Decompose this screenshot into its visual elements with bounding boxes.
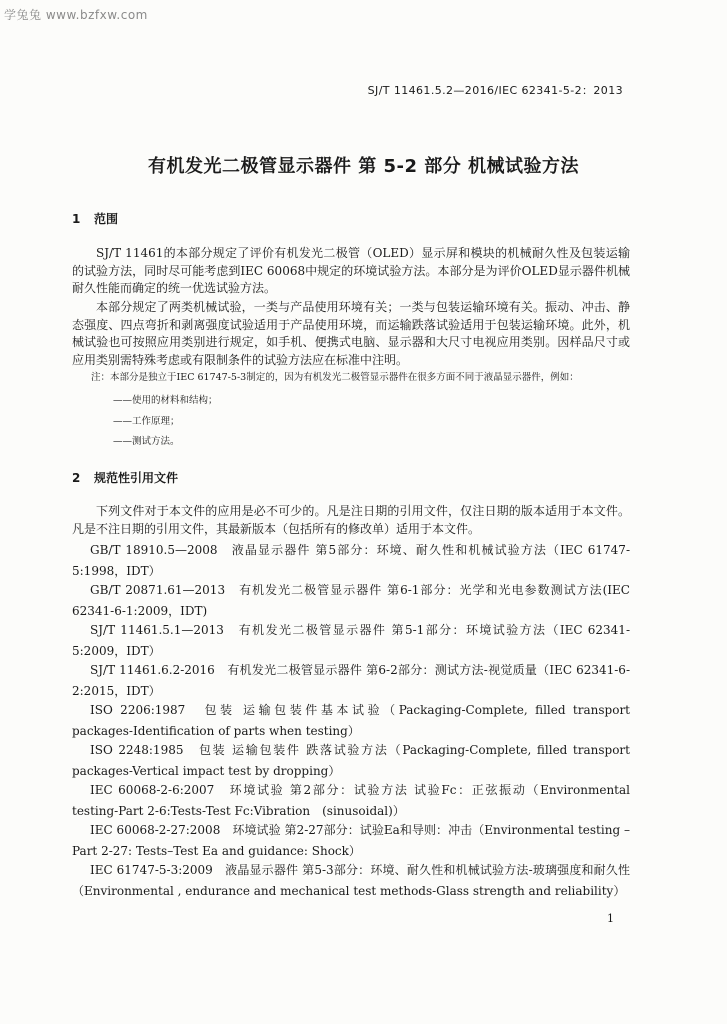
paragraph: 本部分规定了两类机械试验，一类与产品使用环境有关；一类与包装运输环境有关。振动、冲击、静态强度、四点弯折和剥离强度试验适用于产品使用环境，而运输跌落试验适用于包装运输环境。此外，机械试验也可按照应用类别进行规定，如手机、便携式电脑、显示器和大尺寸电视应用类别。因样品尺寸或应用类别需特殊考虑或有限制条件的试验方法应在标准中注明。 — [72, 300, 630, 367]
section-title: 规范性引用文件 — [94, 471, 179, 485]
page-number: 1 — [607, 912, 614, 925]
watermark: 学兔兔 www.bzfxw.com — [4, 8, 148, 22]
section-title: 范围 — [94, 212, 119, 226]
note-item: ——测试方法。 — [113, 436, 180, 447]
reference-item: ISO 2206:1987 包装 运输包装件基本试验（Packaging-Complete, filled transport packages-Identification of parts when testing） — [72, 703, 630, 738]
reference-item: ISO 2248:1985 包装 运输包装件 跌落试验方法（Packaging-Complete, filled transport packages-Vertical impact test by dropping） — [72, 743, 630, 778]
reference-item: GB/T 18910.5—2008 液晶显示器件 第5部分：环境、耐久性和机械试验方法（IEC 61747-5:1998，IDT） — [72, 543, 630, 578]
document-number: SJ/T 11461.5.2—2016/IEC 62341-5-2：2013 — [367, 84, 623, 97]
note-item: ——工作原理； — [113, 416, 180, 427]
note: 注：本部分是独立于IEC 61747-5-3制定的，因为有机发光二极管显示器件在很多方面不同于液晶显示器件，例如： — [91, 372, 579, 383]
section-number: 2 — [72, 471, 81, 485]
section-number: 1 — [72, 212, 81, 226]
note-item: ——使用的材料和结构； — [113, 395, 218, 406]
reference-item: GB/T 20871.61—2013 有机发光二极管显示器件 第6-1部分：光学和光电参数测试方法(IEC 62341-6-1:2009，IDT) — [72, 583, 630, 618]
paragraph: SJ/T 11461的本部分规定了评价有机发光二极管（OLED）显示屏和模块的机械耐久性及包装运输的试验方法，同时尽可能考虑到IEC 60068中规定的环境试验方法。本部分是为评价OLED显示器件机械耐久性能而确定的统一优选试验方法。 — [72, 246, 630, 295]
paragraph: 下列文件对于本文件的应用是必不可少的。凡是注日期的引用文件，仅注日期的版本适用于本文件。凡是不注日期的引用文件，其最新版本（包括所有的修改单）适用于本文件。 — [72, 504, 630, 536]
reference-item: IEC 60068-2-27:2008 环境试验 第2-27部分：试验Ea和导则：冲击（Environmental testing – Part 2-27: Tests–Test Ea and guidance: Shock） — [72, 823, 630, 858]
reference-item: SJ/T 11461.5.1—2013 有机发光二极管显示器件 第5-1部分：环境试验方法（IEC 62341-5:2009，IDT） — [72, 623, 630, 658]
reference-item: SJ/T 11461.6.2-2016 有机发光二极管显示器件 第6-2部分：测试方法-视觉质量（IEC 62341-6-2:2015，IDT） — [72, 663, 630, 698]
reference-item: IEC 60068-2-6:2007 环境试验 第2部分：试验方法 试验Fc：正弦振动（Environmental testing-Part 2-6:Tests-Test Fc:Vibration (sinusoidal)） — [72, 783, 630, 818]
section-heading-normative-references — [72, 469, 178, 486]
page-title: 有机发光二极管显示器件 第 5-2 部分 机械试验方法 — [147, 156, 580, 177]
reference-item: IEC 61747-5-3:2009 液晶显示器件 第5-3部分：环境、耐久性和机械试验方法-玻璃强度和耐久性（Environmental , endurance and mechanical test methods-Glass strength and reliability） — [72, 863, 630, 898]
section-heading-scope — [72, 210, 118, 227]
